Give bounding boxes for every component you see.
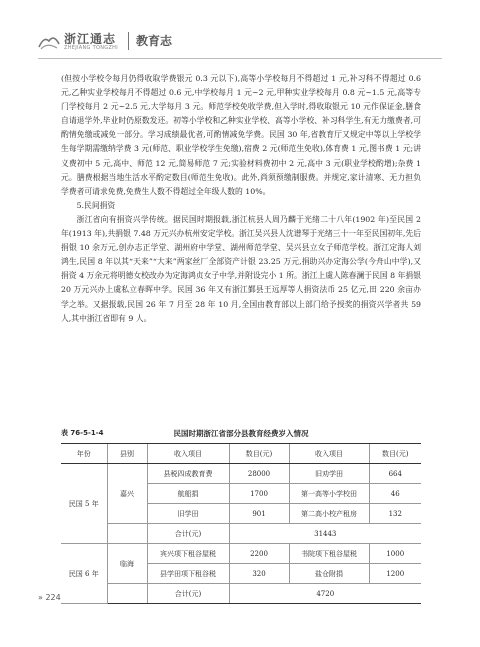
col-amount2-header: 数目(元) — [369, 444, 421, 464]
county-cell: 嘉兴 — [107, 464, 147, 524]
total-label-cell: 合计(元) — [147, 524, 229, 544]
county-cell: 临海 — [107, 544, 147, 584]
year-cell: 民国 5 年 — [61, 464, 107, 544]
total-label-cell: 合计(元) — [147, 584, 229, 604]
item-cell: 第二高小校产租房 — [289, 504, 369, 524]
amount-cell: 132 — [369, 504, 421, 524]
amount-cell: 1700 — [229, 484, 289, 504]
amount-cell: 901 — [229, 504, 289, 524]
col-item-header: 收入项目 — [147, 444, 229, 464]
subsection-heading: 5.民间捐资 — [76, 200, 116, 210]
paragraph-fees: (但按小学校令每月仍得收取学费银元 0.3 元以下),高等小学校每月不得超过 1 元,补习科不得超过 0.6 元,乙种实业学校每月不得超过 0.6 元,中学校每月 1 元~2 元,甲种实业学校每月 0.8 元~1.5 元,高等专门学校每月 2 元~2.5 元,大学每月 3 元。师范学校免收学费,但入学时,得收取银元 10 元作保证金,膳食自请退学外,毕业时仍原数发还。初等小学校和乙种实业学校、高等小学校、补习科学生,有无力缴费者,可酌情免缴或减免一部分。学习成绩最优者,可酌情减免学费。民国 30 年,省教育厅又规定中等以上学校学生每学期需缴纳学费 3 元(师范、职业学校学生免缴),宿费 2 元(师范生免收),体育费 1 元,图书费 1 元;讲义费初中 5 元,高中、师范 12 元,简易师范 7 元;实验材料费初中 2 元,高中 3 元(职业学校酌增);杂费 1 元。膳费根据当地生活水平酌定数目(师范生免收)。此外,尚须预缴制服费。并规定,家计清寒、无力担负学费者可请求免费,免费生人数不得超过全年级人数的 10%。 — [61, 74, 421, 196]
logo-mark-icon — [38, 32, 60, 50]
table-row — [61, 464, 421, 484]
empty-cell — [107, 584, 147, 604]
amount-cell: 320 — [229, 564, 289, 584]
header-rule — [38, 58, 442, 59]
table-total-row — [61, 584, 421, 604]
body-text — [61, 72, 421, 326]
amount-cell: 2200 — [229, 544, 289, 564]
amount-cell: 1000 — [369, 544, 421, 564]
amount-cell: 28000 — [229, 464, 289, 484]
col-amount-header: 数目(元) — [229, 444, 289, 464]
item-cell: 旧学田 — [147, 504, 229, 524]
table-row — [61, 544, 421, 564]
amount-cell: 664 — [369, 464, 421, 484]
item-cell: 第一高等小学校田 — [289, 484, 369, 504]
item-cell: 县税四成教育费 — [147, 464, 229, 484]
item-cell: 宾兴项下租谷屋税 — [147, 544, 229, 564]
col-year-header: 年份 — [61, 444, 107, 464]
table-title: 民国时期浙江省部分县教育经费岁入情况 — [173, 429, 309, 438]
logo-subtitle: ZHEJIANG TONGZHI — [64, 45, 118, 51]
table-total-row — [61, 524, 421, 544]
item-cell: 盐仓附捐 — [289, 564, 369, 584]
logo-title: 浙江通志 — [64, 32, 117, 46]
total-value-cell: 4720 — [229, 584, 421, 604]
page-footer — [38, 593, 61, 602]
paragraph-donations: 浙江省向有捐资兴学传统。据民国时期报载,浙江杭县人周乃麟于光绪二十八年(1902 年)至民国 2 年(1913 年),共捐银 7.48 万元兴办杭州安定学校。浙江吴兴县人沈谱琴于光绪三十一年至民国初年,先后捐银 10 余万元,创办志正学堂、湖州府中学堂、湖州师范学堂、吴兴县立女子师范学校。浙江定海人刘鸿生,民国 8 年以其“天来”“大来”两家丝厂全部资产计银 23.25 万元,捐助兴办定海公学(今舟山中学),又捐资 4 万余元将明德女校改办为定海鸿贞女子中学,并附设完小 1 所。浙江上虞人陈春澜于民国 8 年捐银 20 万元兴办上虞私立春晖中学。民国 36 年又有浙江鄞县王远厚等人捐资法币 25 亿元,田 220 余亩办学之举。又据报载,民国 26 年 7 月至 28 年 10 月,全国由教育部以上部门给予授奖的捐资兴学者共 59 人,其中浙江省即有 9 人。 — [61, 214, 421, 323]
col-county-header: 县别 — [107, 444, 147, 464]
section-title: 教育志 — [136, 34, 173, 48]
table-header-row — [61, 444, 421, 464]
total-value-cell: 31443 — [229, 524, 421, 544]
item-cell: 县学田项下租谷税 — [147, 564, 229, 584]
col-item2-header: 收入项目 — [289, 444, 369, 464]
page-marker: » — [38, 593, 43, 602]
item-cell: 书院项下租谷屋税 — [289, 544, 369, 564]
item-cell: 旧劝学田 — [289, 464, 369, 484]
amount-cell: 46 — [369, 484, 421, 504]
item-cell: 航船捐 — [147, 484, 229, 504]
page-header — [38, 30, 442, 64]
revenue-table — [61, 443, 421, 604]
table-number: 表 76-5-1-4 — [61, 429, 104, 437]
table-caption — [61, 428, 421, 442]
header-separator — [128, 32, 129, 50]
year-cell: 民国 6 年 — [61, 544, 107, 604]
amount-cell: 1200 — [369, 564, 421, 584]
page-number: 224 — [45, 593, 61, 602]
empty-cell — [107, 524, 147, 544]
